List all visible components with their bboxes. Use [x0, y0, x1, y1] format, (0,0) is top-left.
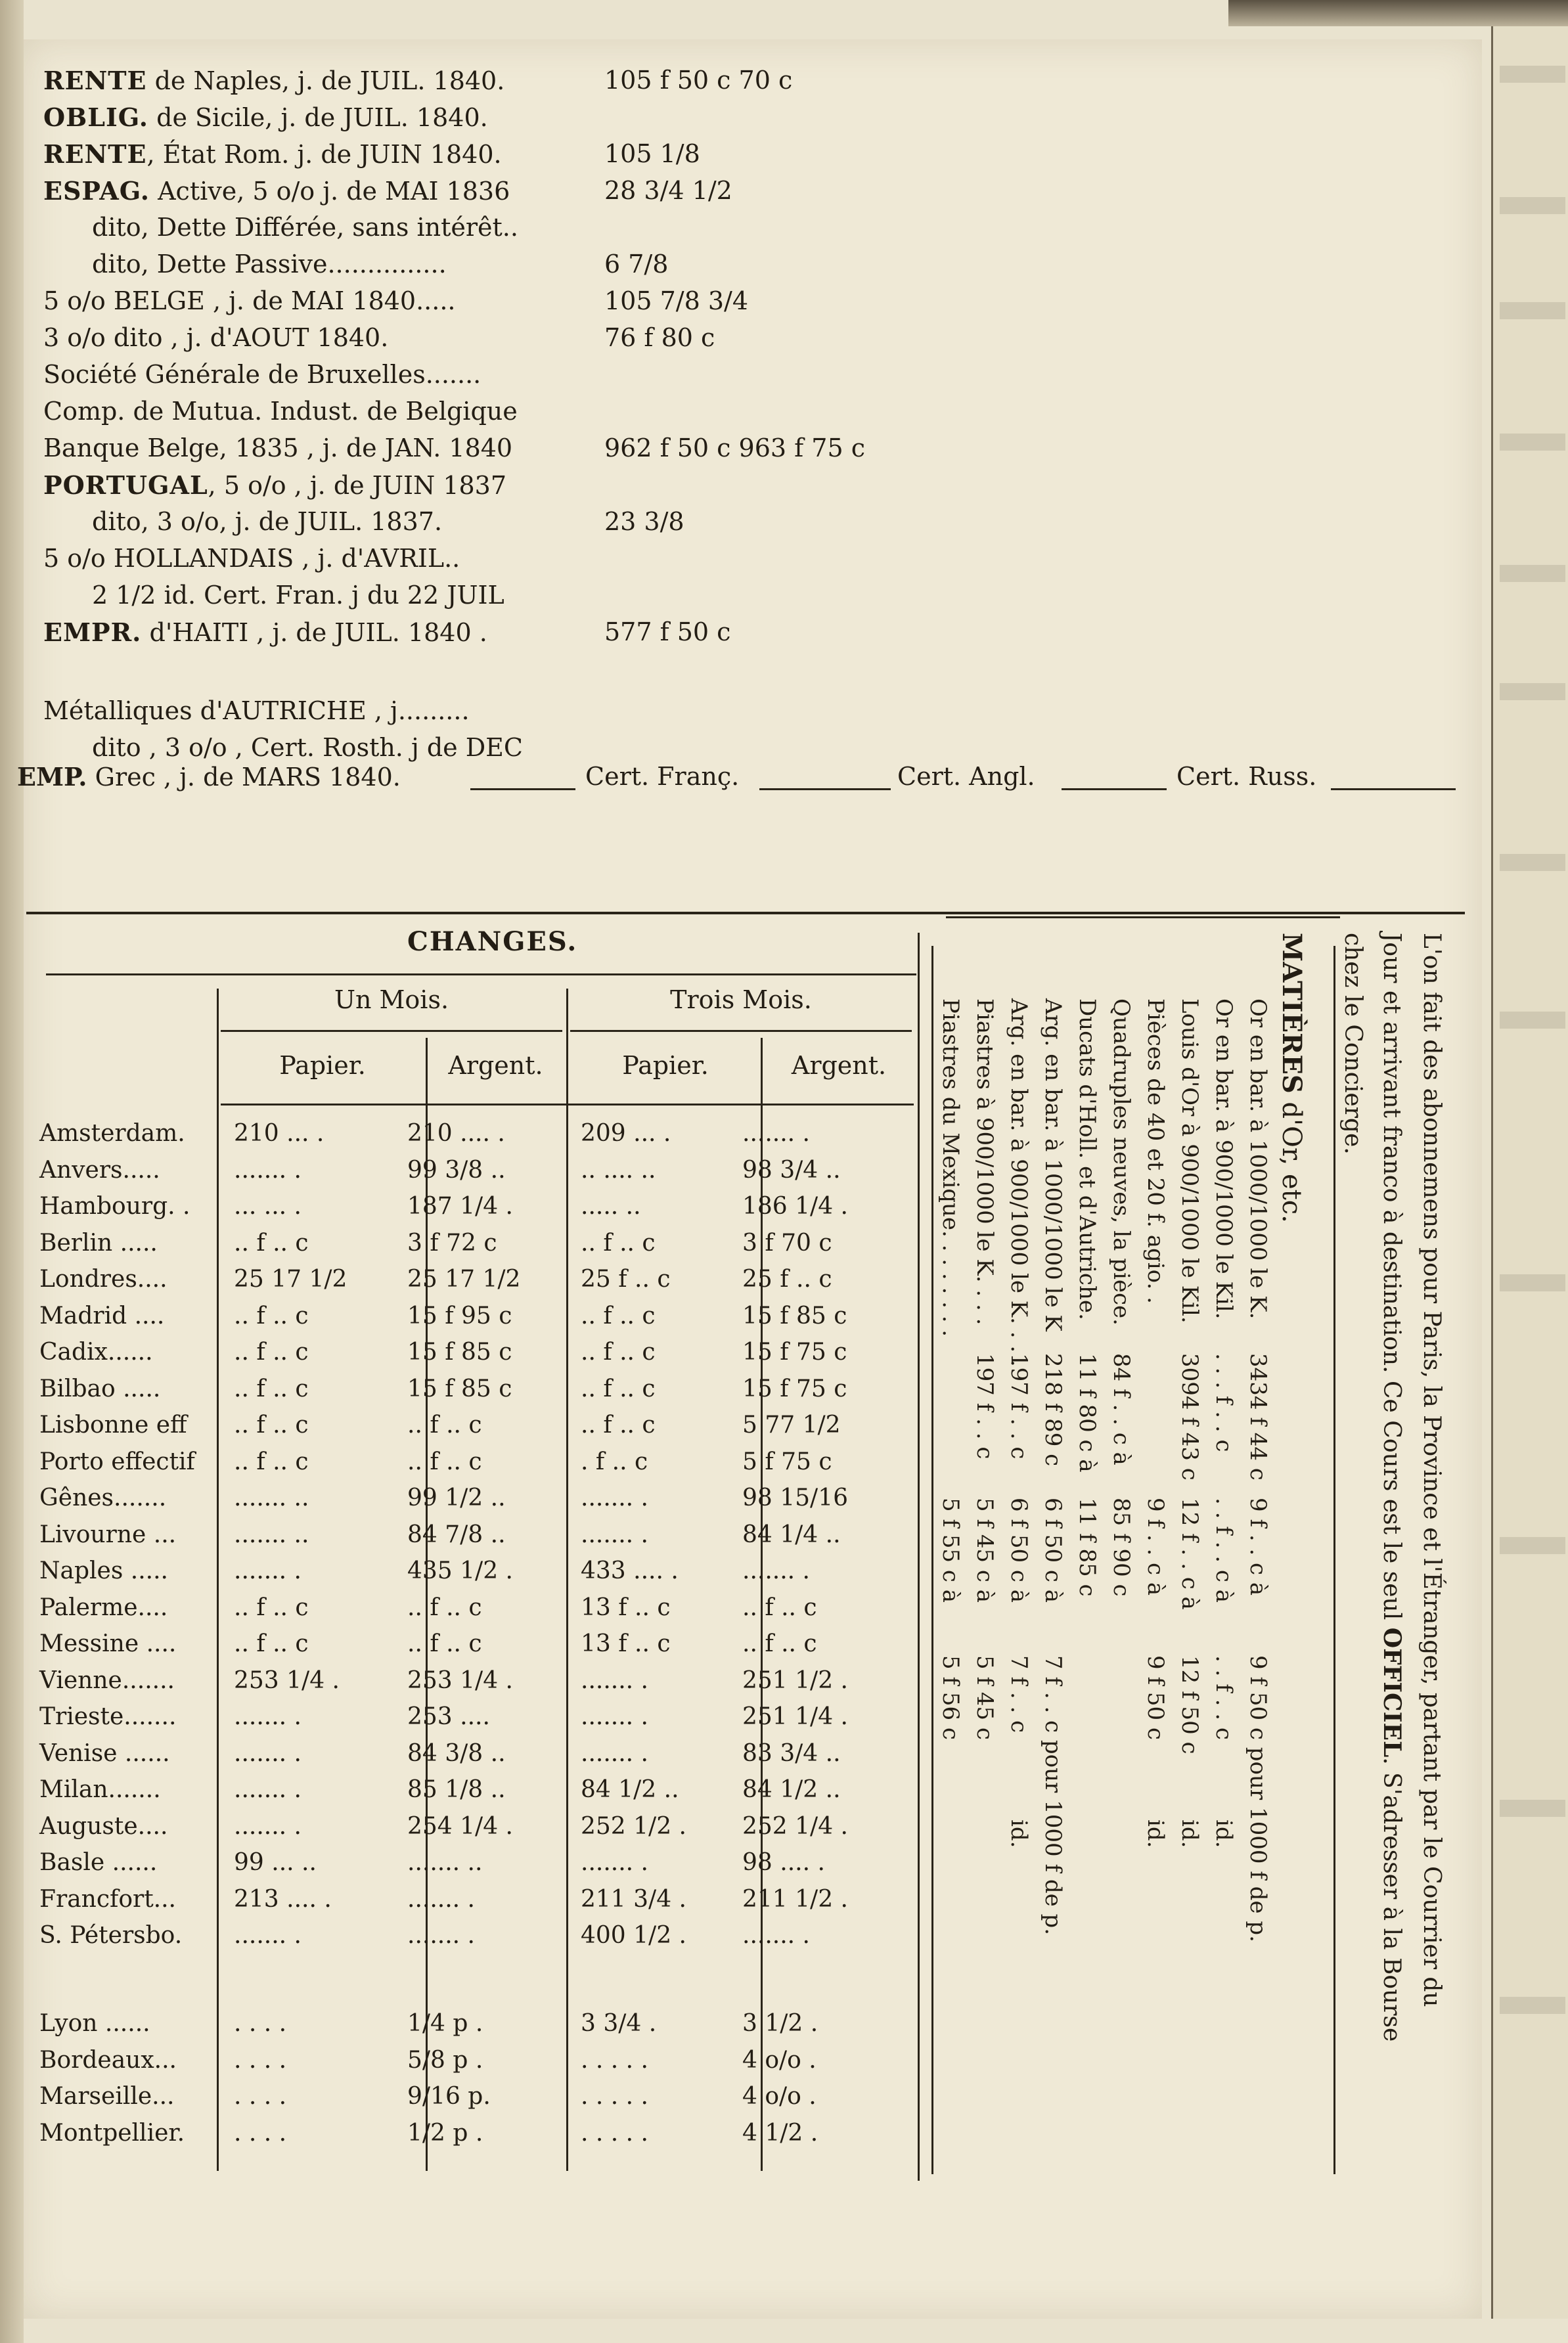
note-line-2 — [1378, 933, 1406, 2042]
un-mois-argent: 84 7/8 .. — [407, 1521, 506, 1548]
matiere-value: id. — [1006, 1819, 1032, 1848]
rente-label — [92, 507, 442, 536]
trois-mois-papier: .. f .. c — [581, 1412, 656, 1439]
changes-row — [26, 1193, 920, 1229]
place-name: Milan....... — [39, 1776, 161, 1803]
matiere-label: Ducats d'Holl. et d'Autriche. — [1074, 998, 1100, 1320]
un-mois-argent: ....... . — [407, 1922, 475, 1949]
matiere-label: Arg. en bar. à 1000/1000 le K — [1040, 998, 1066, 1331]
trois-mois-argent: 25 f .. c — [742, 1266, 832, 1293]
un-mois-papier: ....... . — [234, 1557, 302, 1584]
changes-row — [26, 1849, 920, 1885]
place-name: Amsterdam. — [39, 1120, 185, 1147]
rente-label — [92, 213, 518, 242]
un-mois-papier: .. f .. c — [234, 1594, 309, 1621]
un-mois-argent: 253 1/4 . — [407, 1666, 513, 1694]
rente-label — [43, 286, 456, 315]
rente-label-text: 2 1/2 id. Cert. Fran. j du 22 JUIL — [92, 581, 504, 610]
trois-mois-papier: ....... . — [581, 1484, 648, 1511]
un-mois-argent: 25 17 1/2 — [407, 1266, 521, 1293]
un-mois-argent: 5/8 p . — [407, 2046, 483, 2074]
trois-mois-papier: 25 f .. c — [581, 1266, 671, 1293]
trois-mois-argent: 211 1/2 . — [742, 1885, 848, 1913]
rente-value: 577 f 50 c — [604, 617, 731, 646]
rente-label-text: dito, Dette Différée, sans intérêt.. — [92, 213, 518, 242]
place-name: Anvers..... — [39, 1156, 160, 1184]
trois-mois-papier: ..... .. — [581, 1193, 641, 1220]
trois-mois-argent: ....... . — [742, 1922, 810, 1949]
un-mois-papier: .. f .. c — [234, 1229, 309, 1257]
trois-mois-argent: 252 1/4 . — [742, 1812, 848, 1840]
place-name: Lisbonne eff — [39, 1412, 187, 1439]
rente-label — [43, 176, 510, 206]
trois-mois-argent: 98 15/16 — [742, 1484, 848, 1511]
matieres-title — [1276, 933, 1307, 1223]
un-mois-papier: 253 1/4 . — [234, 1666, 340, 1694]
changes-row — [26, 1886, 920, 1922]
trois-mois-papier: .. .... .. — [581, 1156, 656, 1184]
argent-header-2: Argent. — [791, 1051, 887, 1080]
un-mois-papier: .. f .. c — [234, 1375, 309, 1402]
place-name: Gênes....... — [39, 1484, 167, 1511]
trois-mois-argent: 5 f 75 c — [742, 1448, 832, 1475]
un-mois-argent: 99 3/8 .. — [407, 1156, 506, 1184]
un-mois-papier: ....... . — [234, 1156, 302, 1184]
un-mois-papier: 99 ... .. — [234, 1849, 317, 1876]
un-mois-argent: 15 f 95 c — [407, 1302, 512, 1329]
trois-mois-argent: .. f .. c — [742, 1594, 817, 1621]
rente-label — [43, 470, 506, 500]
place-name: Montpellier. — [39, 2119, 185, 2147]
rente-label-text: Active, 5 o/o j. de MAI 1836 — [150, 177, 510, 206]
un-mois-argent: .. f .. c — [407, 1448, 482, 1475]
rente-label-bold: PORTUGAL — [43, 470, 208, 500]
trois-mois-argent: 15 f 75 c — [742, 1339, 847, 1366]
trois-mois-papier: 211 3/4 . — [581, 1885, 686, 1913]
place-name: Bilbao ..... — [39, 1375, 161, 1402]
un-mois-papier: .. f .. c — [234, 1448, 309, 1475]
papier-header-1: Papier. — [279, 1051, 366, 1080]
rente-value: 23 3/8 — [604, 507, 684, 536]
place-name: Porto effectif — [39, 1448, 195, 1475]
matieres-rule-left — [931, 946, 933, 2174]
changes-row — [26, 2083, 920, 2119]
place-name: Madrid .... — [39, 1302, 165, 1329]
changes-row — [26, 1557, 920, 1594]
trois-mois-argent: 251 1/2 . — [742, 1666, 848, 1694]
cert-russ-label: Cert. Russ. — [1176, 762, 1317, 791]
un-mois-papier: ... ... . — [234, 1193, 302, 1220]
changes-row — [26, 1157, 920, 1193]
note-line-2-a: Jour et arrivant franco à destination. Ce Cours est le seul — [1378, 933, 1405, 1628]
trois-mois-argent: 186 1/4 . — [742, 1193, 848, 1220]
un-mois-papier: ....... .. — [234, 1521, 309, 1548]
rente-label-text: 5 o/o HOLLANDAIS , j. d'AVRIL.. — [43, 544, 460, 573]
trois-mois-argent: 251 1/4 . — [742, 1703, 848, 1730]
rente-label — [92, 733, 523, 762]
trois-mois-rule — [570, 1030, 912, 1032]
changes-row — [26, 1813, 920, 1849]
changes-row — [26, 2010, 920, 2046]
changes-row — [26, 1120, 920, 1156]
matiere-label: Pièces de 40 et 20 f. agio. . — [1142, 998, 1169, 1304]
un-mois-papier: . . . . — [234, 2083, 287, 2110]
un-mois-argent: 1/2 p . — [407, 2119, 483, 2147]
note-official: OFFICIEL — [1378, 1627, 1406, 1758]
subheader-rule — [221, 1104, 914, 1105]
un-mois-rule — [221, 1030, 562, 1032]
changes-row — [26, 1303, 920, 1339]
argent-header-1: Argent. — [448, 1051, 543, 1080]
changes-row — [26, 1703, 920, 1739]
un-mois-papier: .. f .. c — [234, 1339, 309, 1366]
matiere-value: 11 f 85 c — [1074, 1498, 1100, 1597]
un-mois-argent: 435 1/2 . — [407, 1557, 513, 1584]
rente-value: 76 f 80 c — [604, 323, 715, 352]
place-name: Trieste....... — [39, 1703, 177, 1730]
trois-mois-papier: .. f .. c — [581, 1229, 656, 1257]
rente-label — [43, 102, 488, 132]
rente-label-bold: ESPAG. — [43, 176, 150, 206]
matiere-row — [1140, 998, 1169, 2181]
trois-mois-argent: 15 f 85 c — [742, 1302, 847, 1329]
matiere-value: 197 f . . c — [1006, 1353, 1032, 1460]
trois-mois-papier: ....... . — [581, 1703, 648, 1730]
note-line-2-c: . S'adresser à la Bourse — [1378, 1757, 1405, 2042]
place-name: Auguste.... — [39, 1812, 168, 1840]
matiere-label: Piastres à 900/1000 le K. . . . — [972, 998, 998, 1326]
matiere-row — [1037, 998, 1066, 2181]
trois-mois-argent: ....... . — [742, 1120, 810, 1147]
un-mois-argent: 99 1/2 .. — [407, 1484, 506, 1511]
un-mois-papier: ....... . — [234, 1922, 302, 1949]
rente-label-bold: RENTE — [43, 66, 147, 95]
rente-label-text: 3 o/o dito , j. d'AOUT 1840. — [43, 323, 389, 352]
rente-label — [43, 323, 388, 352]
matiere-row — [1242, 998, 1271, 2181]
trois-mois-papier: ....... . — [581, 1849, 648, 1876]
matiere-value: 12 f 50 c — [1176, 1655, 1203, 1754]
rente-value: 28 3/4 1/2 — [604, 176, 732, 205]
matiere-value: . . . f . . c — [1211, 1353, 1237, 1452]
rente-label — [92, 250, 447, 279]
rente-label — [43, 360, 481, 389]
matiere-row — [935, 998, 964, 2181]
un-mois-papier: ....... . — [234, 1776, 302, 1803]
rente-label-text: dito , 3 o/o , Cert. Rosth. j de DEC — [92, 733, 524, 762]
matiere-row — [1208, 998, 1237, 2181]
rente-label-text: de Sicile, j. de JUIL. 1840. — [148, 103, 488, 132]
trois-mois-argent: 98 3/4 .. — [742, 1156, 841, 1184]
changes-row — [26, 1922, 920, 1958]
un-mois-argent: 9/16 p. — [407, 2083, 491, 2110]
place-name: S. Pétersbo. — [39, 1922, 183, 1949]
place-name: Lyon ...... — [39, 2010, 150, 2037]
un-mois-header: Un Mois. — [334, 985, 449, 1014]
changes-row — [26, 1521, 920, 1557]
trois-mois-argent: 15 f 75 c — [742, 1375, 847, 1402]
trois-mois-papier: .. f .. c — [581, 1375, 656, 1402]
changes-row — [26, 1412, 920, 1448]
changes-row — [26, 1266, 920, 1302]
trois-mois-papier: 3 3/4 . — [581, 2010, 657, 2037]
trois-mois-papier: 13 f .. c — [581, 1594, 671, 1621]
rente-label-bold: RENTE — [43, 139, 147, 169]
note-line-3: chez le Concierge. — [1339, 933, 1366, 1155]
place-name: Livourne ... — [39, 1521, 177, 1548]
matieres-title-rest: d'Or, etc. — [1276, 1093, 1307, 1223]
matiere-value: 7 f . . c pour 1000 f de p. — [1040, 1655, 1066, 1936]
changes-row — [26, 1484, 920, 1521]
un-mois-argent: 15 f 85 c — [407, 1339, 512, 1366]
place-name: Londres.... — [39, 1266, 168, 1293]
matiere-value: 85 f 90 c — [1108, 1498, 1134, 1597]
un-mois-papier: ....... .. — [234, 1484, 309, 1511]
place-name: Berlin ..... — [39, 1229, 158, 1257]
place-name: Hambourg. . — [39, 1193, 190, 1220]
matiere-value: 6 f 50 c à — [1040, 1498, 1066, 1603]
rente-label — [43, 397, 518, 426]
trois-mois-argent: 4 1/2 . — [742, 2119, 818, 2147]
rente-label-text: Banque Belge, 1835 , j. de JAN. 1840 — [43, 434, 513, 462]
trois-mois-papier: 400 1/2 . — [581, 1922, 686, 1949]
trois-mois-papier: 252 1/2 . — [581, 1812, 686, 1840]
rente-value: 105 1/8 — [604, 139, 700, 168]
page-corner-shadow — [1228, 0, 1568, 26]
rente-label — [92, 581, 504, 610]
matiere-value: 5 f 56 c — [937, 1655, 964, 1740]
matiere-label: Louis d'Or à 900/1000 le Kil. — [1176, 998, 1203, 1324]
trois-mois-papier: . f .. c — [581, 1448, 648, 1475]
un-mois-papier: ....... . — [234, 1739, 302, 1767]
changes-row — [26, 1448, 920, 1484]
un-mois-argent: 253 .... — [407, 1703, 490, 1730]
trois-mois-papier: 433 .... . — [581, 1557, 679, 1584]
matiere-row — [1003, 998, 1032, 2181]
trois-mois-argent: 3 f 70 c — [742, 1229, 832, 1257]
rente-label — [43, 544, 460, 573]
trois-mois-papier: . . . . . — [581, 2119, 648, 2147]
place-name: Basle ...... — [39, 1849, 158, 1876]
matiere-value: 3434 f 44 c — [1245, 1353, 1271, 1481]
un-mois-argent: ....... .. — [407, 1849, 483, 1876]
changes-row — [26, 1776, 920, 1812]
un-mois-papier: ....... . — [234, 1703, 302, 1730]
rente-label — [43, 66, 504, 95]
place-name: Venise ...... — [39, 1739, 170, 1767]
adjacent-page-strip — [1491, 26, 1568, 2319]
matiere-row — [1106, 998, 1134, 2181]
changes-row — [26, 1667, 920, 1703]
un-mois-papier: 213 .... . — [234, 1885, 332, 1913]
cert-angl-label: Cert. Angl. — [897, 762, 1035, 791]
trois-mois-argent: 84 1/2 .. — [742, 1776, 841, 1803]
matiere-value: 6 f 50 c à — [1006, 1498, 1032, 1603]
matiere-row — [969, 998, 998, 2181]
place-name: Bordeaux... — [39, 2046, 177, 2074]
matiere-value: id. — [1211, 1819, 1237, 1848]
trois-mois-argent: .. f .. c — [742, 1630, 817, 1657]
matieres-rule-right — [1333, 946, 1335, 2174]
rente-label-text: de Naples, j. de JUIL. 1840. — [146, 66, 505, 95]
changes-row — [26, 1740, 920, 1776]
trois-mois-argent: 3 1/2 . — [742, 2010, 818, 2037]
matieres-title-bold: MATIÈRES — [1276, 933, 1307, 1094]
trois-mois-papier: 84 1/2 .. — [581, 1776, 679, 1803]
matiere-value: 3094 f 43 c — [1176, 1353, 1203, 1481]
un-mois-argent: 3 f 72 c — [407, 1229, 497, 1257]
matiere-value: id. — [1142, 1819, 1169, 1848]
matiere-value: 9 f 50 c pour 1000 f de p. — [1245, 1655, 1271, 1942]
un-mois-argent: ....... . — [407, 1885, 475, 1913]
trois-mois-papier: . . . . . — [581, 2083, 648, 2110]
matiere-value: . . f . . c à — [1211, 1498, 1237, 1603]
un-mois-papier: ....... . — [234, 1812, 302, 1840]
place-name: Vienne....... — [39, 1666, 175, 1694]
un-mois-argent: .. f .. c — [407, 1630, 482, 1657]
rente-value: 105 7/8 3/4 — [604, 286, 749, 315]
changes-row — [26, 1594, 920, 1630]
changes-row — [26, 1375, 920, 1412]
matiere-value: 9 f . . c à — [1245, 1498, 1271, 1596]
place-name: Marseille... — [39, 2083, 175, 2110]
trois-mois-argent: 5 77 1/2 — [742, 1412, 841, 1439]
matiere-value: 5 f 55 c à — [937, 1498, 964, 1603]
changes-row — [26, 1630, 920, 1666]
matiere-row — [1174, 998, 1203, 2181]
trois-mois-argent: ....... . — [742, 1557, 810, 1584]
un-mois-papier: 25 17 1/2 — [234, 1266, 347, 1293]
emp-grec-label: Grec , j. de MARS 1840. — [87, 763, 401, 792]
un-mois-argent: 210 .... . — [407, 1120, 505, 1147]
rente-label — [43, 434, 512, 462]
matiere-value: 5 f 45 c — [972, 1655, 998, 1740]
un-mois-papier: 210 ... . — [234, 1120, 325, 1147]
trois-mois-papier: .. f .. c — [581, 1339, 656, 1366]
un-mois-argent: 187 1/4 . — [407, 1193, 513, 1220]
rente-value: 962 f 50 c 963 f 75 c — [604, 434, 866, 462]
rente-label-text: dito, 3 o/o, j. de JUIL. 1837. — [92, 507, 443, 536]
changes-row — [26, 2120, 920, 2156]
cert-franc-label: Cert. Franç. — [585, 762, 740, 791]
un-mois-argent: 85 1/8 .. — [407, 1776, 506, 1803]
trois-mois-papier: ....... . — [581, 1739, 648, 1767]
matieres-rule-top — [946, 916, 1340, 918]
changes-rule-top — [46, 973, 916, 975]
trois-mois-papier: ....... . — [581, 1521, 648, 1548]
trois-mois-papier: ....... . — [581, 1666, 648, 1694]
un-mois-papier: . . . . — [234, 2010, 287, 2037]
rente-label-text: Société Générale de Bruxelles....... — [43, 360, 482, 389]
trois-mois-argent: 4 o/o . — [742, 2046, 817, 2074]
emp-grec-bold: EMP. — [17, 762, 87, 792]
place-name: Naples ..... — [39, 1557, 168, 1584]
un-mois-argent: 84 3/8 .. — [407, 1739, 506, 1767]
changes-row — [26, 1230, 920, 1266]
trois-mois-header: Trois Mois. — [670, 985, 812, 1014]
rente-label — [43, 617, 487, 647]
changes-title: CHANGES. — [407, 926, 578, 957]
matiere-value: 84 f . . c à — [1108, 1353, 1134, 1465]
matiere-value: 9 f 50 c — [1142, 1655, 1169, 1740]
note-line-1: L'on fait des abonnemens pour Paris, la Province et l'Étranger, partant par le Courrier du — [1418, 933, 1445, 2007]
un-mois-papier: . . . . — [234, 2119, 287, 2147]
un-mois-argent: 15 f 85 c — [407, 1375, 512, 1402]
rente-label-text: d'HAITI , j. de JUIL. 1840 . — [141, 618, 487, 647]
trois-mois-argent: 4 o/o . — [742, 2083, 817, 2110]
un-mois-argent: .. f .. c — [407, 1412, 482, 1439]
rente-label-text: , État Rom. j. de JUIN 1840. — [146, 140, 502, 169]
rente-label-text: 5 o/o BELGE , j. de MAI 1840..... — [43, 286, 456, 315]
rente-label — [43, 696, 470, 725]
trois-mois-papier: . . . . . — [581, 2046, 648, 2074]
matiere-value: 9 f . . c à — [1142, 1498, 1169, 1596]
un-mois-argent: .. f .. c — [407, 1594, 482, 1621]
matiere-label: Arg. en bar. à 900/1000 le K. . . . — [1006, 998, 1032, 1367]
trois-mois-argent: 98 .... . — [742, 1849, 825, 1876]
place-name: Francfort... — [39, 1885, 177, 1913]
un-mois-argent: 1/4 p . — [407, 2010, 483, 2037]
un-mois-argent: 254 1/4 . — [407, 1812, 513, 1840]
rente-label-text: Métalliques d'AUTRICHE , j......... — [43, 696, 470, 725]
rente-label-bold: OBLIG. — [43, 102, 149, 132]
changes-row — [26, 2047, 920, 2083]
matiere-value: 218 f 89 c — [1040, 1353, 1066, 1467]
matiere-value: 7 f . . c — [1006, 1655, 1032, 1733]
matiere-row — [1071, 998, 1100, 2181]
matiere-label: Quadruples neuves, la pièce. — [1108, 998, 1134, 1326]
trois-mois-papier: 209 ... . — [581, 1120, 671, 1147]
matiere-label: Or en bar. à 900/1000 le Kil. — [1211, 998, 1237, 1320]
matiere-value: 12 f . . c à — [1176, 1498, 1203, 1610]
matiere-value: 11 f 80 c à — [1074, 1353, 1100, 1473]
changes-row — [26, 1339, 920, 1375]
rente-label-text: Comp. de Mutua. Indust. de Belgique — [43, 397, 518, 426]
un-mois-papier: . . . . — [234, 2046, 287, 2074]
emp-grec-line — [17, 762, 1462, 799]
section-separator — [26, 912, 1465, 914]
matiere-value: 197 f . . c — [972, 1353, 998, 1460]
rente-label-bold: EMPR. — [43, 617, 142, 647]
matiere-label: Or en bar. à 1000/1000 le K. — [1245, 998, 1271, 1320]
trois-mois-papier: 13 f .. c — [581, 1630, 671, 1657]
place-name: Palerme.... — [39, 1594, 168, 1621]
place-name: Cadix...... — [39, 1339, 153, 1366]
matiere-value: 5 f 45 c à — [972, 1498, 998, 1603]
place-name: Messine .... — [39, 1630, 177, 1657]
binding-edge — [0, 0, 24, 2343]
trois-mois-argent: 83 3/4 .. — [742, 1739, 841, 1767]
un-mois-papier: .. f .. c — [234, 1302, 309, 1329]
matiere-label: Piastres du Mexique. . . . . . . . — [937, 998, 964, 1337]
rente-label-text: dito, Dette Passive............... — [92, 250, 447, 279]
matiere-value: id. — [1176, 1819, 1203, 1848]
rente-value: 6 7/8 — [604, 250, 669, 279]
rente-value: 105 f 50 c 70 c — [604, 66, 793, 95]
papier-header-2: Papier. — [622, 1051, 709, 1080]
matiere-value: . . f . . c — [1211, 1655, 1237, 1740]
trois-mois-papier: .. f .. c — [581, 1302, 656, 1329]
rente-label-text: , 5 o/o , j. de JUIN 1837 — [208, 471, 507, 500]
un-mois-papier: .. f .. c — [234, 1412, 309, 1439]
rente-label — [43, 139, 502, 169]
trois-mois-argent: 84 1/4 .. — [742, 1521, 841, 1548]
un-mois-papier: .. f .. c — [234, 1630, 309, 1657]
